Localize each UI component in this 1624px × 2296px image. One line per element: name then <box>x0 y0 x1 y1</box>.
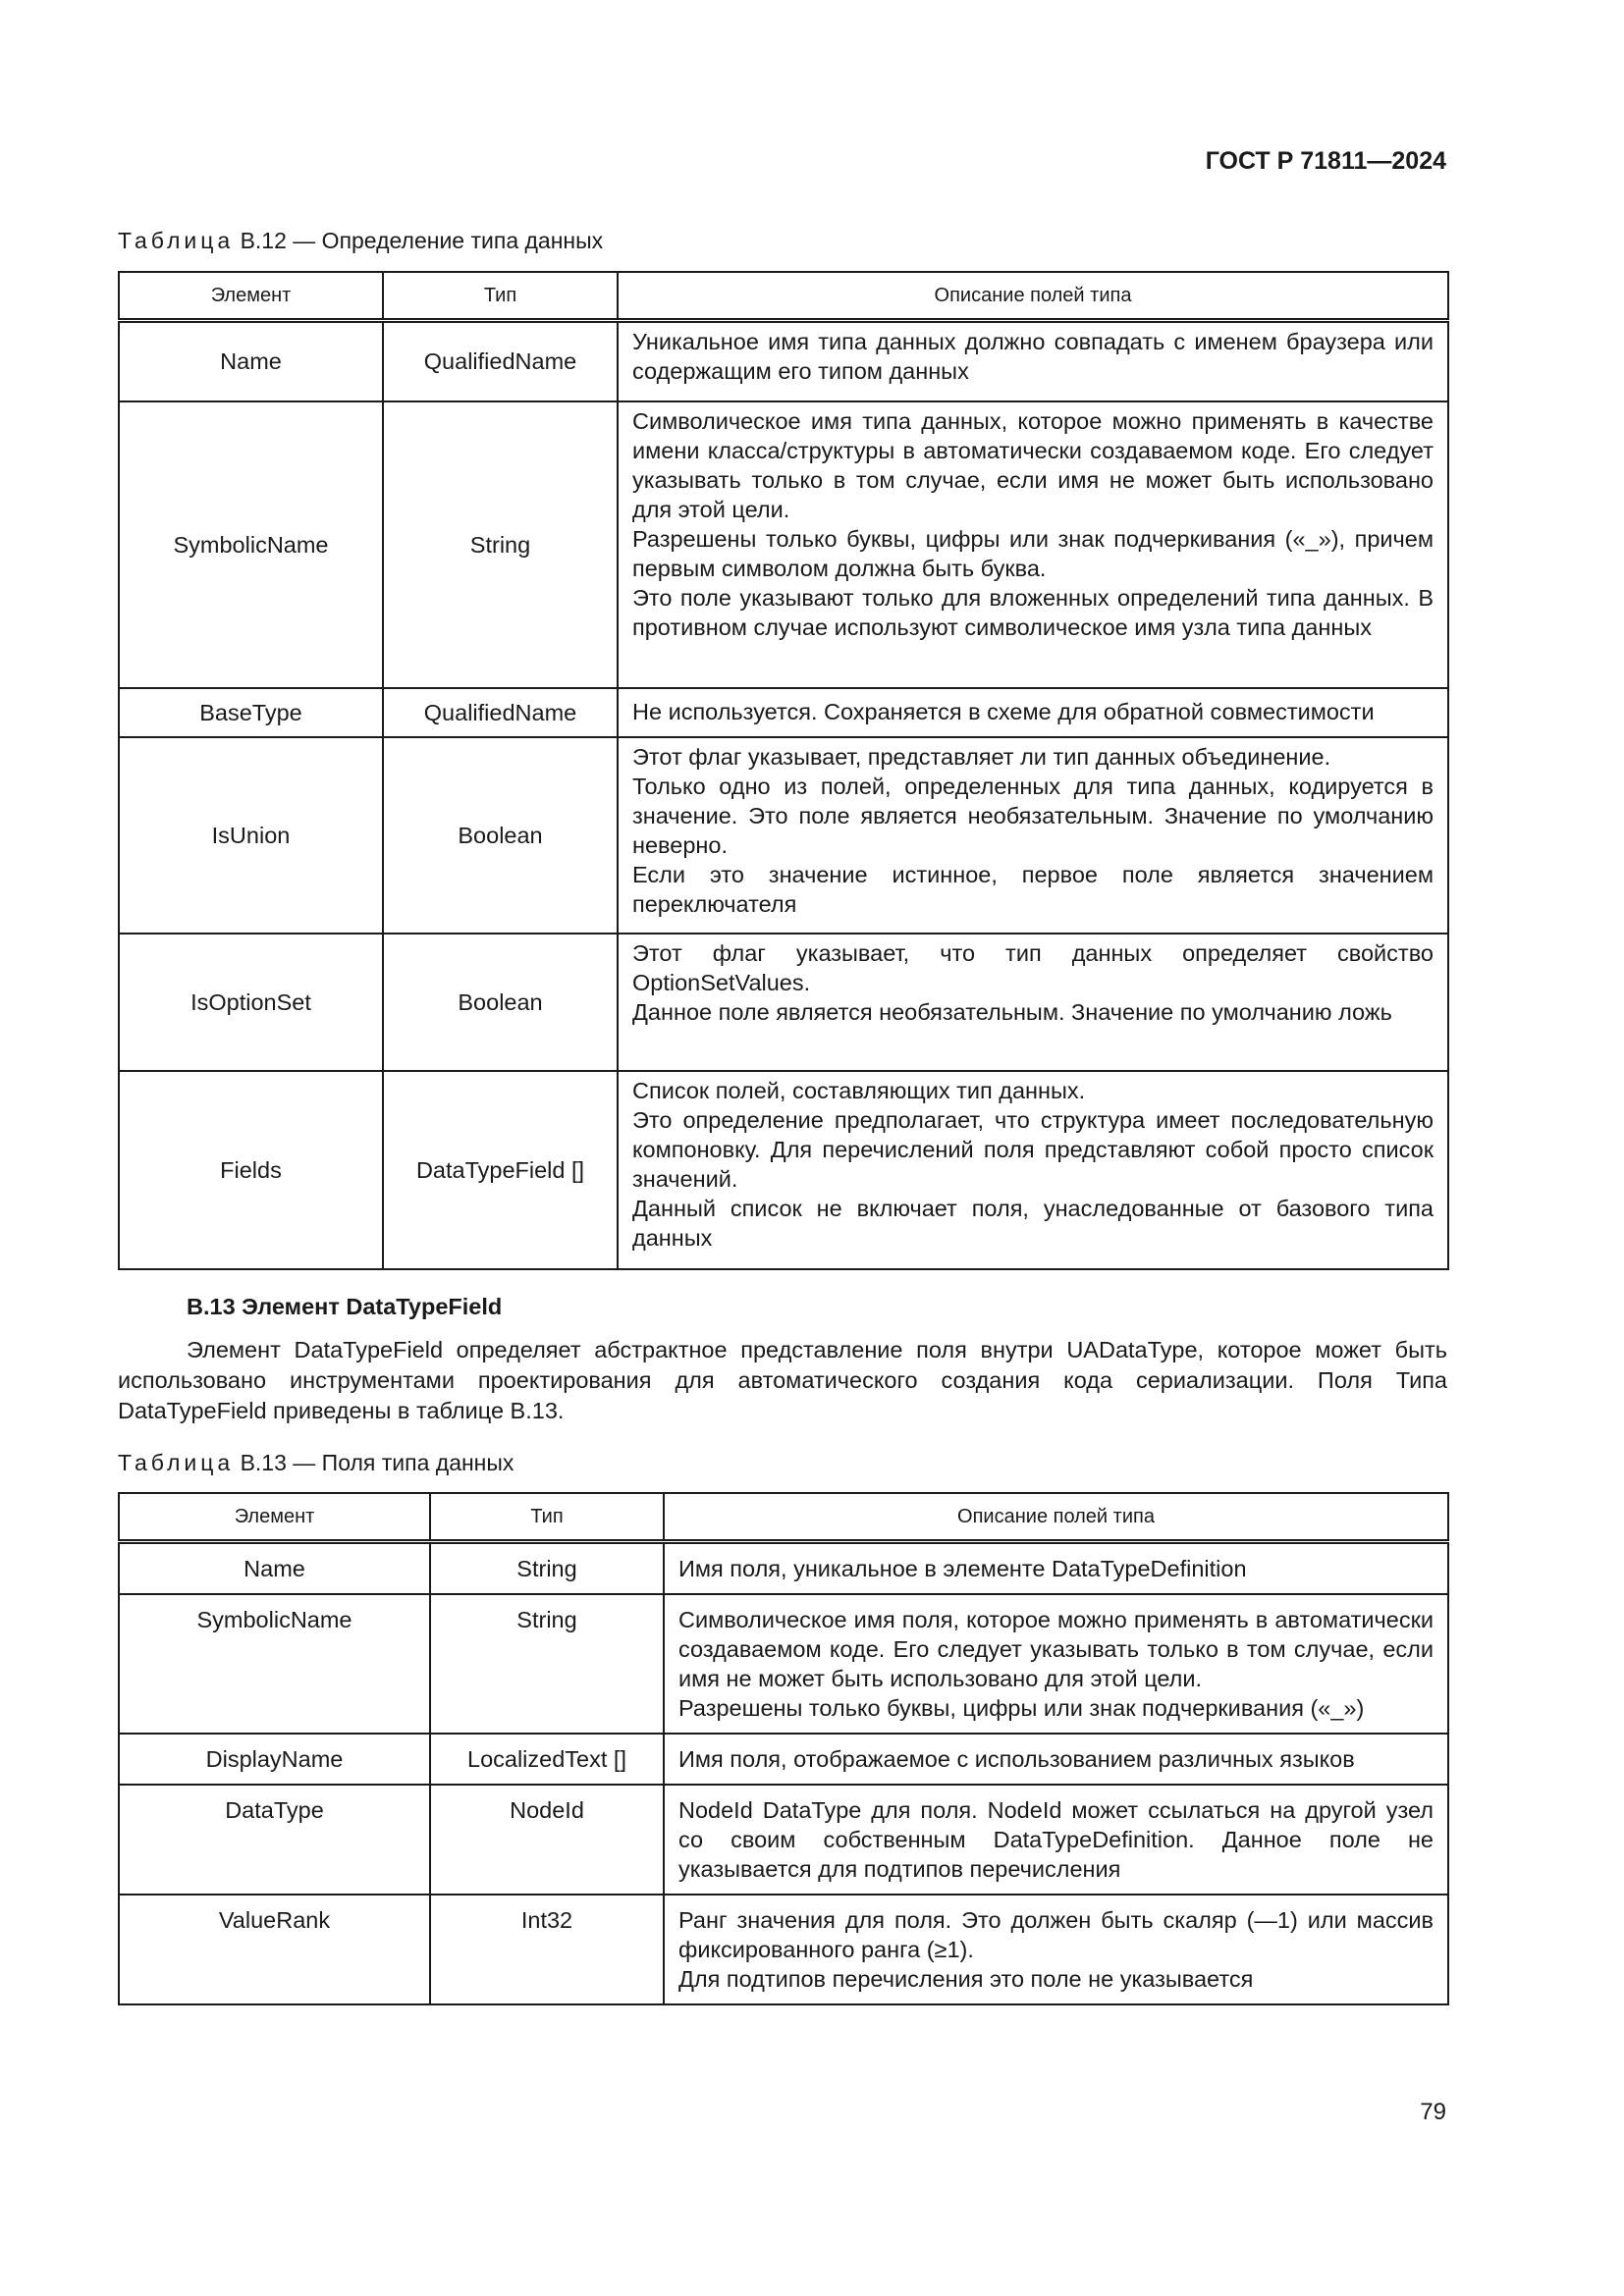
description-paragraph: Данный список не включает поля, унаследованные от базового типа данных <box>632 1195 1434 1251</box>
table1-col-description: Описание полей типа <box>618 272 1448 321</box>
table-row <box>119 1071 1448 1269</box>
cell-type: Int32 <box>430 1895 664 2004</box>
description-paragraph: Этот флаг указывает, представляет ли тип данных объединение. <box>632 743 1331 770</box>
cell-type: DataTypeField [] <box>383 1071 618 1269</box>
table2-col-type: Тип <box>430 1493 664 1542</box>
cell-element: DisplayName <box>119 1734 430 1785</box>
cell-type: QualifiedName <box>383 321 618 401</box>
table2-caption-word: Таблица <box>118 1450 235 1475</box>
cell-element: ValueRank <box>119 1895 430 2004</box>
description-paragraph: Разрешены только буквы, цифры или знак подчеркивания («_») <box>678 1695 1365 1721</box>
description-paragraph: Символическое имя типа данных, которое можно применять в качестве имени класса/структуры в автоматически создаваемом коде. Его следует указывать только в том случае, если имя не может быть использовано для этой цели. <box>632 407 1434 522</box>
cell-type: LocalizedText [] <box>430 1734 664 1785</box>
cell-element: Name <box>119 321 383 401</box>
table1 <box>118 271 1449 1270</box>
description-paragraph: Это поле указывают только для вложенных определений типа данных. В противном случае используют символическое имя узла типа данных <box>632 584 1434 640</box>
cell-type: String <box>430 1542 664 1595</box>
cell-element: SymbolicName <box>119 1594 430 1734</box>
table1-caption-word: Таблица <box>118 228 235 253</box>
description-paragraph: Только одно из полей, определенных для типа данных, кодируется в значение. Это поле является необязательным. Значение по умолчанию неверно. <box>632 773 1434 858</box>
table-row <box>119 401 1448 688</box>
table-row <box>119 934 1448 1071</box>
cell-type: Boolean <box>383 934 618 1071</box>
table1-header-row <box>119 272 1448 321</box>
table2-caption-title: В.13 — Поля типа данных <box>240 1450 514 1475</box>
cell-element: Fields <box>119 1071 383 1269</box>
cell-description <box>618 934 1448 1071</box>
description-paragraph: Уникальное имя типа данных должно совпадать с именем браузера или содержащим его типом данных <box>632 329 1434 384</box>
cell-description <box>618 688 1448 737</box>
table2-caption <box>118 1450 514 1476</box>
table2-col-element: Элемент <box>119 1493 430 1542</box>
cell-element: IsOptionSet <box>119 934 383 1071</box>
table-row <box>119 1734 1448 1785</box>
cell-type: QualifiedName <box>383 688 618 737</box>
table2-header-row <box>119 1493 1448 1542</box>
section-paragraph: Элемент DataTypeField определяет абстрактное представление поля внутри UADataType, которое может быть использовано инструментами проектирования для автоматического создания кода сериализации. Поля Типа DataTypeField приведены в таблице В.13. <box>118 1337 1447 1423</box>
table1-col-type: Тип <box>383 272 618 321</box>
cell-description <box>618 321 1448 401</box>
table1-caption <box>118 228 603 254</box>
description-paragraph: Символическое имя поля, которое можно применять в автоматически создаваемом коде. Его следует указывать только в том случае, если имя не может быть использовано для этой цели. <box>678 1607 1434 1691</box>
section-heading: В.13 Элемент DataTypeField <box>187 1294 503 1319</box>
description-paragraph: Если это значение истинное, первое поле является значением переключателя <box>632 861 1434 917</box>
cell-type: Boolean <box>383 737 618 934</box>
description-paragraph: NodeId DataType для поля. NodeId может ссылаться на другой узел со своим собственным DataTypeDefinition. Данное поле не указывается для подтипов перечисления <box>678 1797 1434 1882</box>
description-paragraph: Список полей, составляющих тип данных. <box>632 1077 1086 1103</box>
cell-element: DataType <box>119 1785 430 1895</box>
cell-description <box>618 737 1448 934</box>
description-paragraph: Имя поля, уникальное в элементе DataTypeDefinition <box>678 1556 1247 1581</box>
description-paragraph: Имя поля, отображаемое с использованием различных языков <box>678 1746 1355 1772</box>
cell-description <box>664 1542 1448 1595</box>
table-row <box>119 1594 1448 1734</box>
cell-description <box>664 1594 1448 1734</box>
table-row <box>119 688 1448 737</box>
cell-element: SymbolicName <box>119 401 383 688</box>
cell-type: String <box>383 401 618 688</box>
table-row <box>119 1785 1448 1895</box>
cell-description <box>664 1734 1448 1785</box>
table1-col-element: Элемент <box>119 272 383 321</box>
description-paragraph: Данное поле является необязательным. Значение по умолчанию ложь <box>632 998 1392 1025</box>
document-code: ГОСТ Р 71811—2024 <box>1205 147 1446 175</box>
table2-col-description: Описание полей типа <box>664 1493 1448 1542</box>
description-paragraph: Не используется. Сохраняется в схеме для обратной совместимости <box>632 698 1375 724</box>
description-paragraph: Ранг значения для поля. Это должен быть скаляр (—1) или массив фиксированного ранга (≥1). <box>678 1907 1434 1962</box>
page-number: 79 <box>1420 2099 1446 2125</box>
cell-element: IsUnion <box>119 737 383 934</box>
table-row <box>119 1542 1448 1595</box>
cell-description <box>664 1895 1448 2004</box>
description-paragraph: Этот флаг указывает, что тип данных определяет свойство OptionSetValues. <box>632 939 1434 995</box>
description-paragraph: Это определение предполагает, что структура имеет последовательную компоновку. Для перечислений поля представляют собой просто список значений. <box>632 1106 1434 1192</box>
cell-type: String <box>430 1594 664 1734</box>
table-row <box>119 1895 1448 2004</box>
table-row <box>119 321 1448 401</box>
cell-description <box>618 401 1448 688</box>
table2 <box>118 1492 1449 2005</box>
table1-caption-title: В.12 — Определение типа данных <box>240 228 604 253</box>
description-paragraph: Для подтипов перечисления это поле не указывается <box>678 1966 1254 1992</box>
cell-element: BaseType <box>119 688 383 737</box>
cell-description <box>618 1071 1448 1269</box>
cell-description <box>664 1785 1448 1895</box>
table-row <box>119 737 1448 934</box>
cell-type: NodeId <box>430 1785 664 1895</box>
cell-element: Name <box>119 1542 430 1595</box>
description-paragraph: Разрешены только буквы, цифры или знак подчеркивания («_»), причем первым символом должна быть буква. <box>632 525 1434 581</box>
